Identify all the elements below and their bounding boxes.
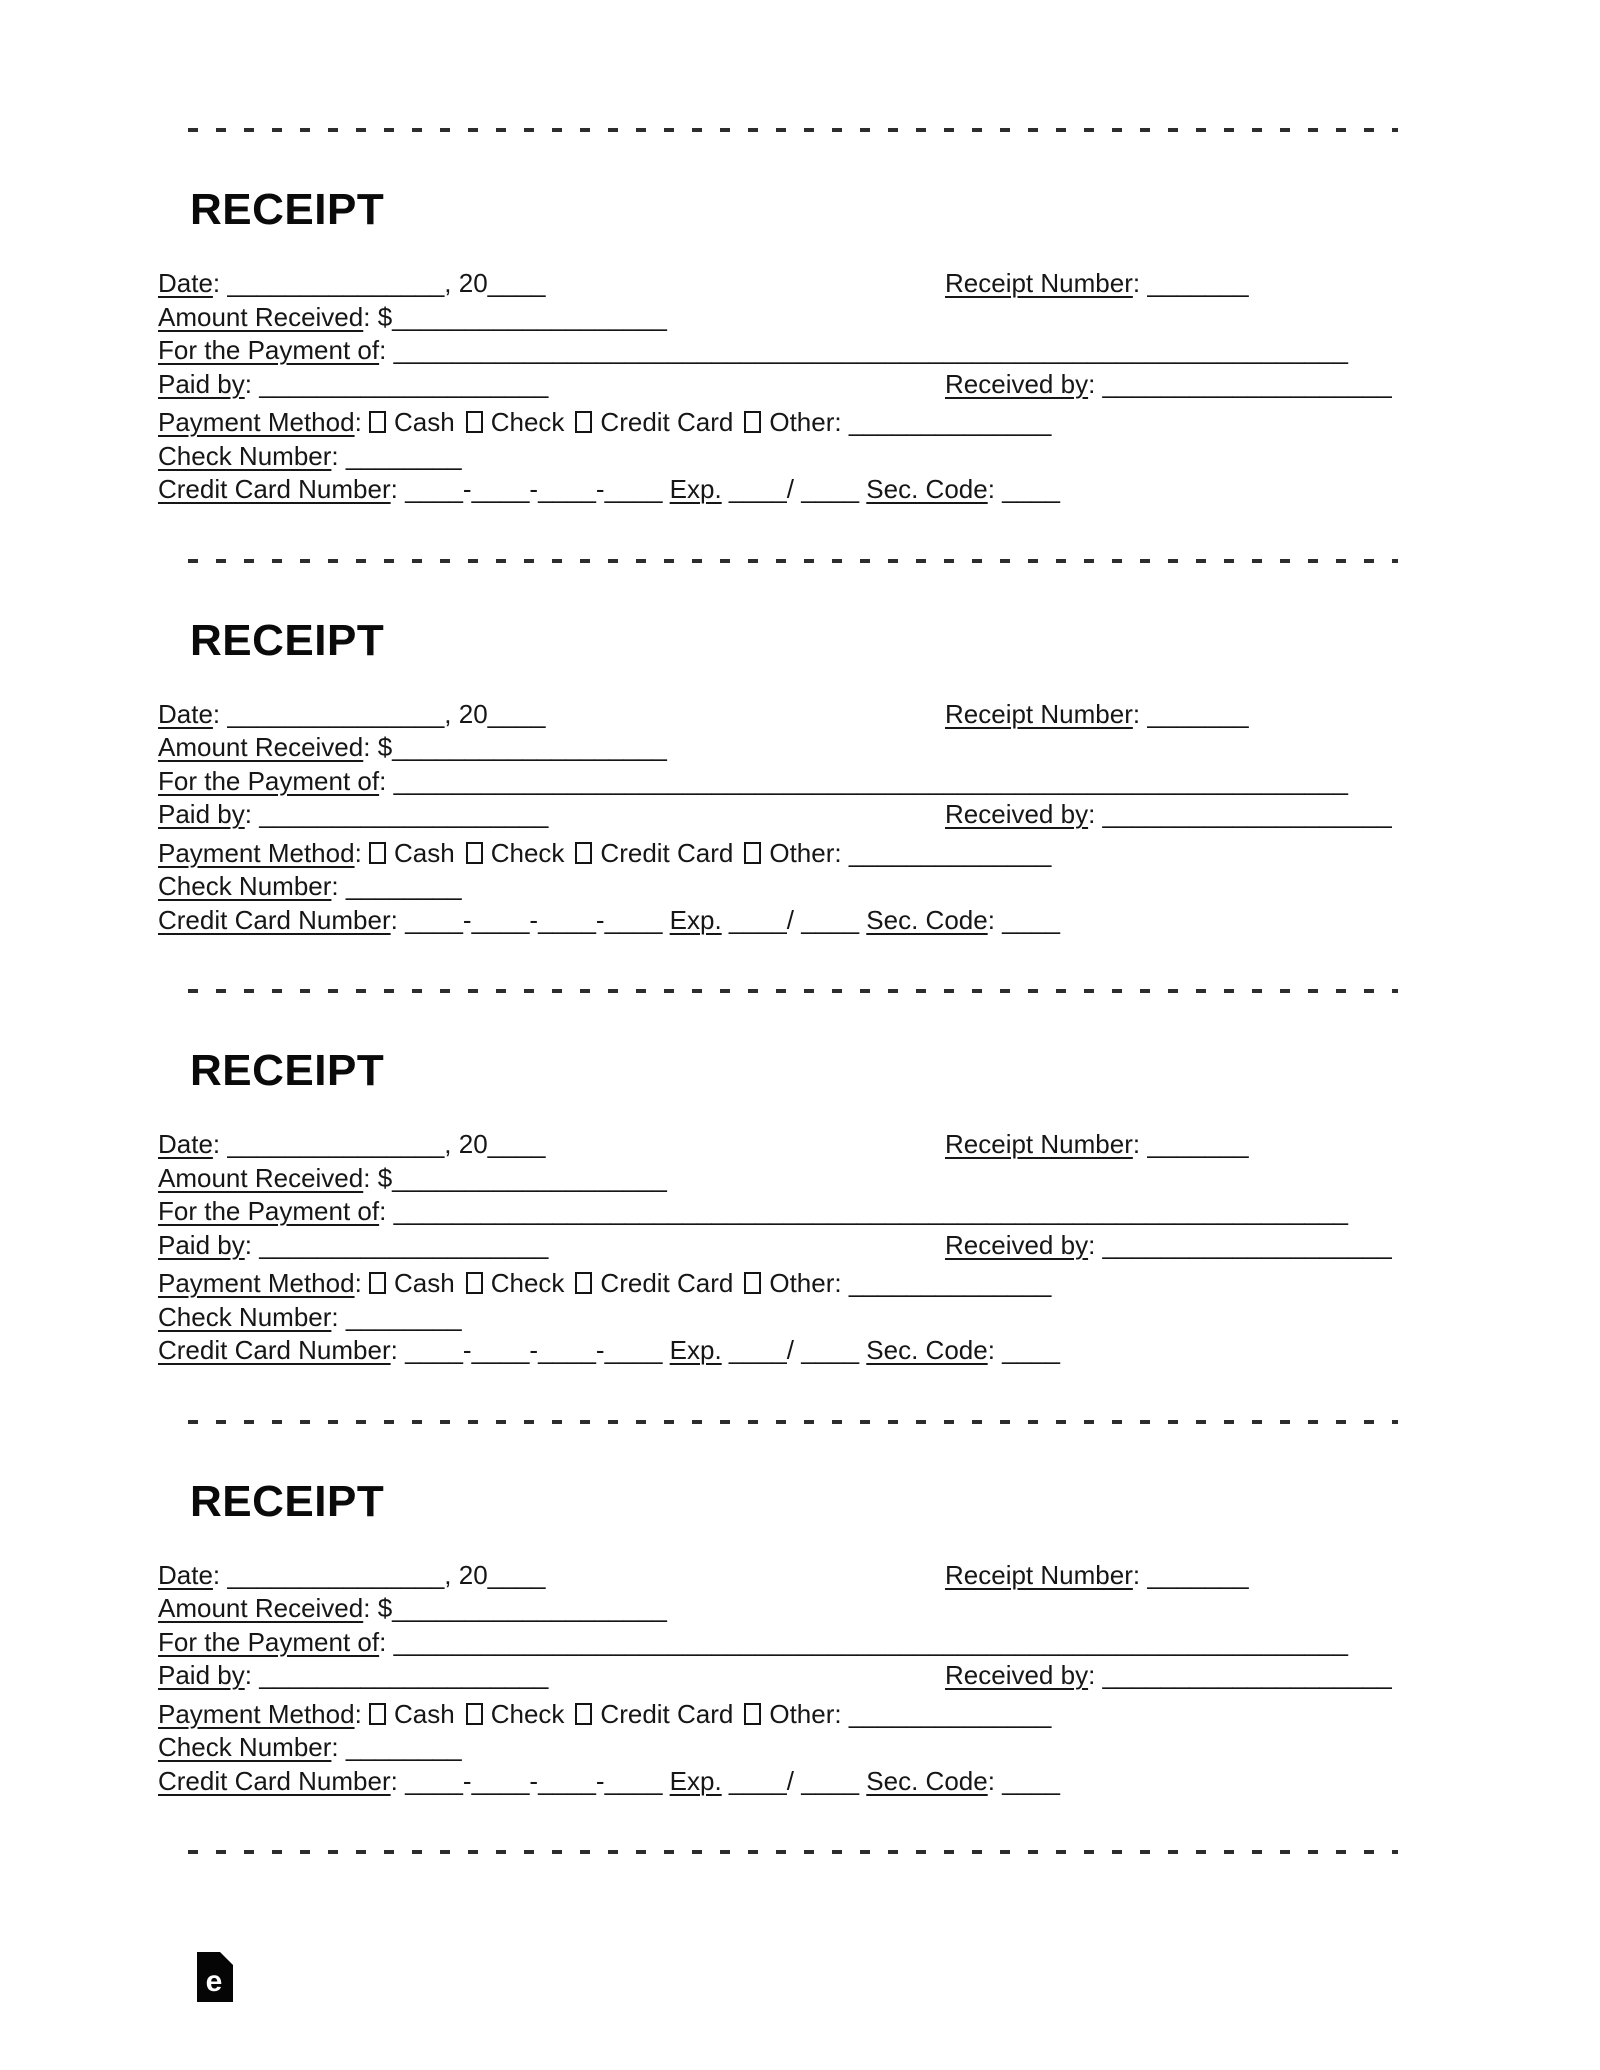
received-by-colon: : [1088, 368, 1103, 399]
payment-method-row [158, 837, 1600, 871]
option-cash [369, 838, 455, 868]
option-credit-card [575, 407, 733, 437]
amount-received-colon: : [363, 732, 378, 762]
date-year-blank[interactable]: ____ [487, 698, 546, 729]
credit-card-checkbox[interactable] [575, 1703, 592, 1725]
date-label: Date [158, 698, 213, 729]
date-year-blank[interactable]: ____ [487, 1129, 546, 1159]
other-colon: : [834, 1698, 849, 1729]
other-checkbox[interactable] [744, 1703, 761, 1725]
check-label: Check [490, 1268, 565, 1298]
paid-by-colon: : [244, 368, 260, 399]
credit-card-label: Credit Card [600, 407, 734, 437]
sec-code-blank[interactable]: ____ [1002, 1335, 1060, 1365]
date-label: Date [158, 268, 213, 298]
option-cash [369, 1268, 455, 1298]
option-cash [369, 407, 455, 437]
other-colon: : [834, 837, 849, 868]
received-by-group [945, 798, 1392, 832]
other-blank[interactable]: ______________ [848, 1698, 1052, 1729]
received-by-group [945, 1659, 1392, 1693]
exp-slash: / [786, 1335, 802, 1365]
receipt-number-blank[interactable]: _______ [1147, 268, 1249, 298]
option-other [744, 1268, 1051, 1298]
exp-month-blank[interactable]: ____ [721, 904, 787, 935]
payment-method-label: Payment Method [158, 837, 355, 868]
received-by-colon: : [1088, 1229, 1103, 1260]
received-by-group [945, 1229, 1392, 1263]
payment-of-blank[interactable]: __________________________________________________________________ [393, 1626, 1348, 1657]
payment-method-label: Payment Method [158, 1268, 355, 1298]
document-page-icon [197, 1952, 233, 2002]
amount-received-row [158, 1162, 1600, 1196]
receipt-fields [158, 267, 1600, 507]
dashed-separator [188, 128, 1398, 132]
sec-code-colon: : [987, 1335, 1003, 1365]
credit-card-number-row [158, 1334, 1600, 1368]
payment-of-colon: : [379, 1196, 394, 1226]
credit-card-number-row [158, 473, 1600, 507]
receipt-title: RECEIPT [190, 1046, 385, 1095]
option-credit-card [575, 1699, 733, 1729]
cash-checkbox[interactable] [369, 1272, 386, 1294]
cash-checkbox[interactable] [369, 842, 386, 864]
date-row [158, 1559, 1600, 1593]
payment-method-colon: : [354, 837, 370, 868]
credit-card-number-colon: : [390, 1765, 406, 1796]
credit-card-checkbox[interactable] [575, 411, 592, 433]
payment-method-colon: : [354, 1698, 370, 1729]
option-other [744, 838, 1051, 868]
cash-checkbox[interactable] [369, 1703, 386, 1725]
sec-code-colon: : [987, 474, 1003, 504]
check-number-row [158, 870, 1600, 904]
date-label: Date [158, 1559, 213, 1590]
payment-method-label: Payment Method [158, 407, 355, 437]
exp-label: Exp. [669, 904, 722, 935]
amount-received-colon: : [363, 301, 378, 332]
receipt-section [0, 185, 1600, 507]
credit-card-number-blank[interactable]: ____-____-____-____ [405, 1335, 670, 1365]
other-colon: : [834, 407, 849, 437]
payment-of-label: For the Payment of [158, 1196, 380, 1226]
eforms-logo [197, 1952, 233, 2002]
check-number-label: Check Number [158, 1301, 332, 1332]
receipt-number-colon: : [1132, 1559, 1148, 1590]
receipt-fields [158, 1559, 1600, 1799]
receipt-number-group [945, 1559, 1249, 1593]
check-checkbox[interactable] [466, 1272, 483, 1294]
payment-of-blank[interactable]: __________________________________________________________________ [393, 335, 1348, 365]
receipt-number-label: Receipt Number [945, 268, 1133, 298]
date-year-prefix: , 20 [444, 698, 488, 729]
received-by-blank[interactable]: ____________________ [1102, 1660, 1392, 1690]
other-checkbox[interactable] [744, 1272, 761, 1294]
sec-code-label: Sec. Code [866, 1335, 988, 1365]
received-by-label: Received by [945, 1229, 1089, 1260]
date-year-prefix: , 20 [444, 1559, 488, 1590]
receipt-title: RECEIPT [190, 615, 385, 665]
paid-by-label: Paid by [158, 1229, 245, 1260]
credit-card-number-colon: : [390, 474, 406, 504]
date-colon: : [212, 698, 228, 729]
paid-by-row [158, 1659, 1600, 1693]
exp-slash: / [786, 474, 802, 504]
check-number-label: Check Number [158, 440, 332, 471]
amount-received-blank[interactable]: $___________________ [377, 1162, 667, 1193]
payment-of-label: For the Payment of [158, 335, 380, 365]
sec-code-blank[interactable]: ____ [1002, 1765, 1060, 1796]
date-year-blank[interactable]: ____ [487, 1559, 546, 1590]
check-number-label: Check Number [158, 1732, 332, 1762]
received-by-label: Received by [945, 368, 1089, 399]
date-blank-line[interactable]: _______________ [227, 1559, 445, 1590]
receipt-number-label: Receipt Number [945, 698, 1133, 729]
amount-received-label: Amount Received [158, 1593, 364, 1623]
logo-letter-e: e [205, 1965, 223, 1998]
payment-of-colon: : [379, 765, 394, 796]
check-label: Check [490, 837, 565, 868]
credit-card-number-row [158, 1765, 1600, 1799]
other-label: Other [769, 1698, 835, 1729]
amount-received-blank[interactable]: $___________________ [377, 732, 667, 762]
payment-of-blank[interactable]: __________________________________________________________________ [393, 1196, 1348, 1226]
amount-received-label: Amount Received [158, 732, 364, 762]
check-number-label: Check Number [158, 871, 332, 901]
paid-by-colon: : [244, 1660, 260, 1690]
credit-card-number-blank[interactable]: ____-____-____-____ [405, 474, 670, 504]
cash-checkbox[interactable] [369, 411, 386, 433]
amount-received-row [158, 731, 1600, 765]
payment-of-label: For the Payment of [158, 765, 380, 796]
credit-card-checkbox[interactable] [575, 842, 592, 864]
receipt-number-label: Receipt Number [945, 1129, 1133, 1159]
paid-by-blank[interactable]: ____________________ [259, 1660, 549, 1690]
amount-received-colon: : [363, 1593, 378, 1623]
receipt-number-label: Receipt Number [945, 1559, 1133, 1590]
cash-label: Cash [394, 1268, 455, 1298]
exp-label: Exp. [669, 474, 722, 504]
date-label: Date [158, 1129, 213, 1159]
received-by-colon: : [1088, 1660, 1103, 1690]
exp-label: Exp. [669, 1765, 722, 1796]
amount-received-label: Amount Received [158, 301, 364, 332]
cash-label: Cash [394, 837, 455, 868]
option-credit-card [575, 1268, 733, 1298]
receipt-number-group [945, 267, 1249, 301]
paid-by-blank[interactable]: ____________________ [259, 799, 549, 829]
paid-by-row [158, 1229, 1600, 1263]
check-checkbox[interactable] [466, 411, 483, 433]
received-by-label: Received by [945, 799, 1089, 829]
check-checkbox[interactable] [466, 1703, 483, 1725]
check-number-row [158, 440, 1600, 474]
check-checkbox[interactable] [466, 842, 483, 864]
option-other [744, 407, 1051, 437]
other-blank[interactable]: ______________ [848, 837, 1052, 868]
option-other [744, 1699, 1051, 1729]
payment-method-colon: : [354, 1268, 370, 1298]
date-row [158, 267, 1600, 301]
check-number-row [158, 1301, 1600, 1335]
check-number-blank[interactable]: ________ [345, 871, 462, 901]
amount-received-colon: : [363, 1162, 378, 1193]
sec-code-blank[interactable]: ____ [1002, 474, 1060, 504]
option-credit-card [575, 838, 733, 868]
date-blank-line[interactable]: _______________ [227, 698, 445, 729]
payment-of-row [158, 765, 1600, 799]
receipt-number-group [945, 1128, 1249, 1162]
date-year-blank[interactable]: ____ [487, 268, 546, 298]
date-blank-line[interactable]: _______________ [227, 268, 445, 298]
exp-month-blank[interactable]: ____ [721, 1335, 787, 1365]
credit-card-number-label: Credit Card Number [158, 1765, 391, 1796]
check-number-colon: : [331, 1732, 346, 1762]
other-label: Other [769, 1268, 835, 1298]
receipt-section [0, 1046, 1600, 1368]
option-check [466, 407, 565, 437]
payment-method-row [158, 1698, 1600, 1732]
dashed-separator [188, 559, 1398, 563]
option-check [466, 1699, 565, 1729]
receipt-number-group [945, 698, 1249, 732]
receipt-title: RECEIPT [190, 185, 385, 234]
receipt-section [0, 615, 1600, 938]
date-colon: : [212, 1559, 228, 1590]
payment-of-colon: : [379, 335, 394, 365]
credit-card-label: Credit Card [600, 1268, 734, 1298]
paid-by-label: Paid by [158, 799, 245, 829]
check-number-blank[interactable]: ________ [345, 1732, 462, 1762]
received-by-label: Received by [945, 1660, 1089, 1690]
other-checkbox[interactable] [744, 411, 761, 433]
paid-by-colon: : [244, 1229, 260, 1260]
received-by-blank[interactable]: ____________________ [1102, 1229, 1392, 1260]
date-blank-line[interactable]: _______________ [227, 1129, 445, 1159]
received-by-blank[interactable]: ____________________ [1102, 799, 1392, 829]
dashed-separator [188, 1850, 1398, 1854]
received-by-group [945, 368, 1392, 402]
dashed-separator [188, 989, 1398, 993]
payment-of-blank[interactable]: __________________________________________________________________ [393, 765, 1348, 796]
exp-slash: / [786, 904, 802, 935]
check-number-colon: : [331, 440, 346, 471]
sec-code-label: Sec. Code [866, 474, 988, 504]
exp-year-blank[interactable]: ____ [801, 1765, 867, 1796]
receipt-number-colon: : [1132, 698, 1148, 729]
check-number-blank[interactable]: ________ [345, 440, 462, 471]
payment-method-label: Payment Method [158, 1698, 355, 1729]
received-by-colon: : [1088, 799, 1103, 829]
check-number-colon: : [331, 1301, 346, 1332]
payment-of-row [158, 1195, 1600, 1229]
check-number-colon: : [331, 871, 346, 901]
payment-method-row [158, 406, 1600, 440]
amount-received-blank[interactable]: $___________________ [377, 301, 667, 332]
credit-card-number-label: Credit Card Number [158, 904, 391, 935]
payment-of-colon: : [379, 1626, 394, 1657]
credit-card-number-colon: : [390, 904, 406, 935]
received-by-blank[interactable]: ____________________ [1102, 368, 1392, 399]
date-year-prefix: , 20 [444, 268, 488, 298]
date-row [158, 698, 1600, 732]
sec-code-colon: : [987, 1765, 1003, 1796]
receipt-title: RECEIPT [190, 1476, 385, 1526]
credit-card-label: Credit Card [600, 1698, 734, 1729]
date-row [158, 1128, 1600, 1162]
receipt-fields [158, 698, 1600, 938]
exp-month-blank[interactable]: ____ [721, 474, 787, 504]
payment-method-colon: : [354, 407, 370, 437]
date-year-prefix: , 20 [444, 1129, 488, 1159]
paid-by-label: Paid by [158, 368, 245, 399]
check-label: Check [490, 1698, 565, 1729]
credit-card-number-blank[interactable]: ____-____-____-____ [405, 1765, 670, 1796]
option-check [466, 1268, 565, 1298]
other-colon: : [834, 1268, 849, 1298]
date-colon: : [212, 268, 228, 298]
amount-received-blank[interactable]: $___________________ [377, 1593, 667, 1623]
exp-label: Exp. [669, 1335, 722, 1365]
option-cash [369, 1699, 455, 1729]
amount-received-label: Amount Received [158, 1162, 364, 1193]
amount-received-row [158, 1592, 1600, 1626]
exp-year-blank[interactable]: ____ [801, 904, 867, 935]
credit-card-number-row [158, 904, 1600, 938]
other-blank[interactable]: ______________ [848, 1268, 1052, 1298]
other-label: Other [769, 837, 835, 868]
exp-year-blank[interactable]: ____ [801, 474, 867, 504]
sec-code-blank[interactable]: ____ [1002, 904, 1060, 935]
receipt-section [0, 1476, 1600, 1799]
paid-by-colon: : [244, 799, 260, 829]
check-number-row [158, 1731, 1600, 1765]
credit-card-number-colon: : [390, 1335, 406, 1365]
other-blank[interactable]: ______________ [848, 407, 1052, 437]
sec-code-label: Sec. Code [866, 904, 988, 935]
receipt-fields [158, 1128, 1600, 1368]
date-colon: : [212, 1129, 228, 1159]
cash-label: Cash [394, 407, 455, 437]
paid-by-blank[interactable]: ____________________ [259, 1229, 549, 1260]
receipt-number-blank[interactable]: _______ [1147, 698, 1249, 729]
sec-code-colon: : [987, 904, 1003, 935]
amount-received-row [158, 301, 1600, 335]
payment-of-label: For the Payment of [158, 1626, 380, 1657]
credit-card-label: Credit Card [600, 837, 734, 868]
credit-card-number-label: Credit Card Number [158, 474, 391, 504]
sec-code-label: Sec. Code [866, 1765, 988, 1796]
check-label: Check [490, 407, 565, 437]
credit-card-checkbox[interactable] [575, 1272, 592, 1294]
dashed-separator [188, 1420, 1398, 1424]
paid-by-blank[interactable]: ____________________ [259, 368, 549, 399]
credit-card-number-blank[interactable]: ____-____-____-____ [405, 904, 670, 935]
credit-card-number-label: Credit Card Number [158, 1335, 391, 1365]
receipt-number-colon: : [1132, 268, 1148, 298]
exp-slash: / [786, 1765, 802, 1796]
receipt-number-colon: : [1132, 1129, 1148, 1159]
paid-by-row [158, 368, 1600, 402]
paid-by-label: Paid by [158, 1660, 245, 1690]
receipt-number-blank[interactable]: _______ [1147, 1559, 1249, 1590]
other-checkbox[interactable] [744, 842, 761, 864]
cash-label: Cash [394, 1698, 455, 1729]
other-label: Other [769, 407, 835, 437]
payment-method-row [158, 1267, 1600, 1301]
receipt-number-blank[interactable]: _______ [1147, 1129, 1249, 1159]
check-number-blank[interactable]: ________ [345, 1301, 462, 1332]
exp-year-blank[interactable]: ____ [801, 1335, 867, 1365]
payment-of-row [158, 1626, 1600, 1660]
document-body [0, 128, 1600, 1854]
exp-month-blank[interactable]: ____ [721, 1765, 787, 1796]
paid-by-row [158, 798, 1600, 832]
payment-of-row [158, 334, 1600, 368]
option-check [466, 838, 565, 868]
